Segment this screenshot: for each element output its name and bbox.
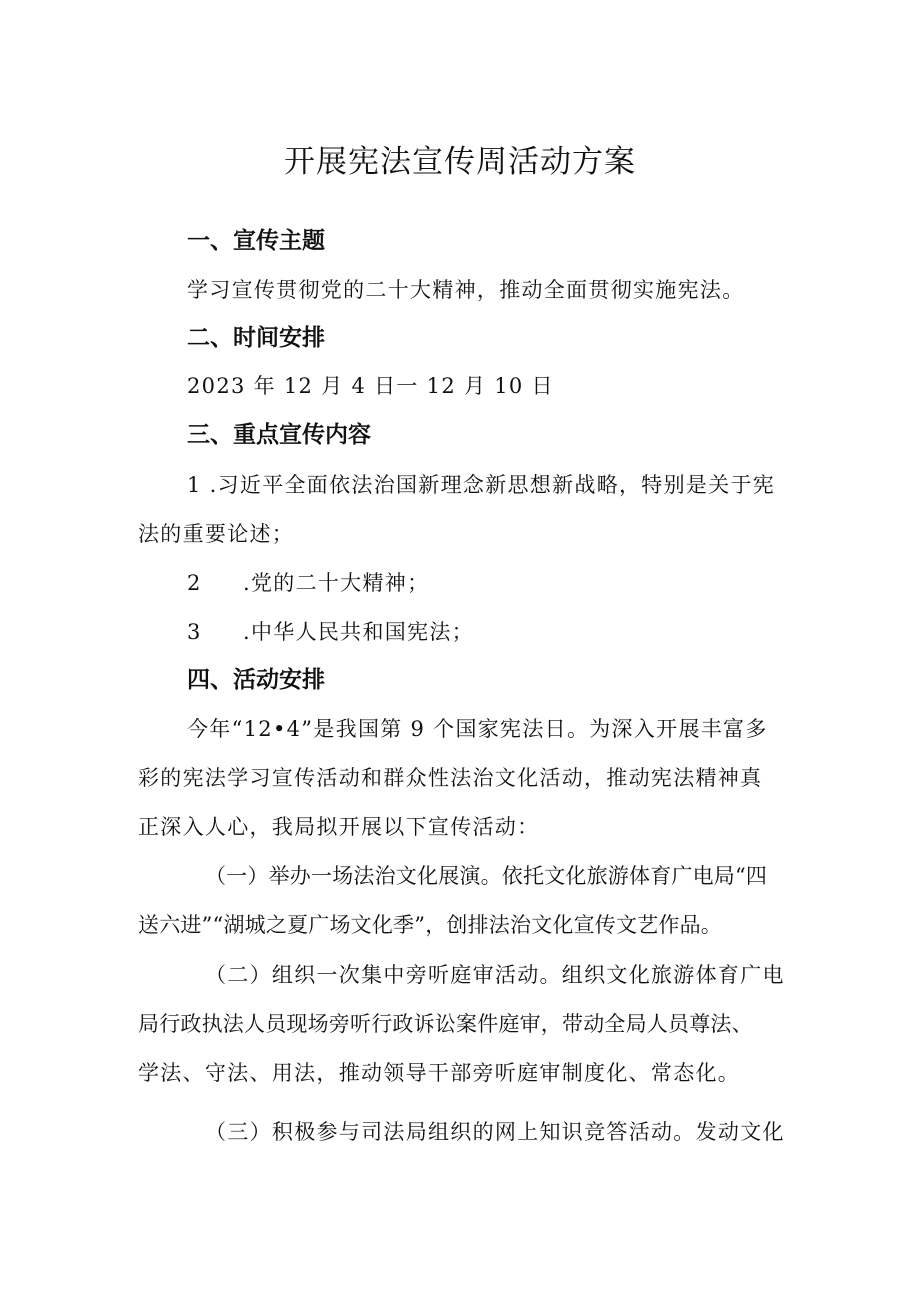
item-number: 3 — [187, 620, 202, 644]
activities-intro-line-2: 彩的宪法学习宣传活动和群众性法治文化活动，推动宪法精神真 — [138, 766, 763, 790]
document-title: 开展宪法宣传周活动方案 — [284, 144, 636, 180]
activity-2-line-3: 学法、守法、用法，推动领导干部旁听庭审制度化、常态化。 — [138, 1061, 741, 1085]
activity-3-line-1: （三）积极参与司法局组织的网上知识竞答活动。发动文化 — [205, 1120, 785, 1144]
schedule-text: 2023 年 12 月 4 日一 12 月 10 日 — [187, 374, 554, 398]
theme-text: 学习宣传贯彻党的二十大精神，推动全面贯彻实施宪法。 — [187, 278, 745, 302]
activity-2-line-2: 局行政执法人员现场旁听行政诉讼案件庭审，带动全局人员尊法、 — [138, 1012, 753, 1036]
section-heading-key-content: 三、重点宣传内容 — [187, 422, 371, 448]
key-content-item-1-line-1: 1 .习近平全面依法治国新理念新思想新战略，特别是关于宪 — [187, 473, 776, 497]
item-text: .中华人民共和国宪法； — [243, 620, 474, 644]
key-content-item-2 — [187, 566, 429, 600]
section-heading-theme: 一、宣传主题 — [187, 228, 325, 254]
activity-1-line-2: 送六进”“湖城之夏广场文化季”，创排法治文化宣传文艺作品。 — [138, 913, 723, 937]
item-number: 2 — [187, 571, 202, 595]
activities-intro-line-1: 今年“12•4”是我国第 9 个国家宪法日。为深入开展丰富多 — [187, 717, 768, 741]
section-heading-activities: 四、活动安排 — [187, 667, 325, 693]
activity-1-line-1: （一）举办一场法治文化展演。依托文化旅游体育广电局“四 — [205, 864, 768, 888]
section-heading-schedule: 二、时间安排 — [187, 325, 325, 351]
activities-intro-line-3: 正深入人心，我局拟开展以下宣传活动： — [138, 815, 540, 839]
item-text: .党的二十大精神； — [243, 571, 430, 595]
key-content-item-3 — [187, 615, 474, 649]
key-content-item-1-line-2: 法的重要论述； — [138, 522, 295, 546]
activity-2-line-1: （二）组织一次集中旁听庭审活动。组织文化旅游体育广电 — [205, 963, 785, 987]
